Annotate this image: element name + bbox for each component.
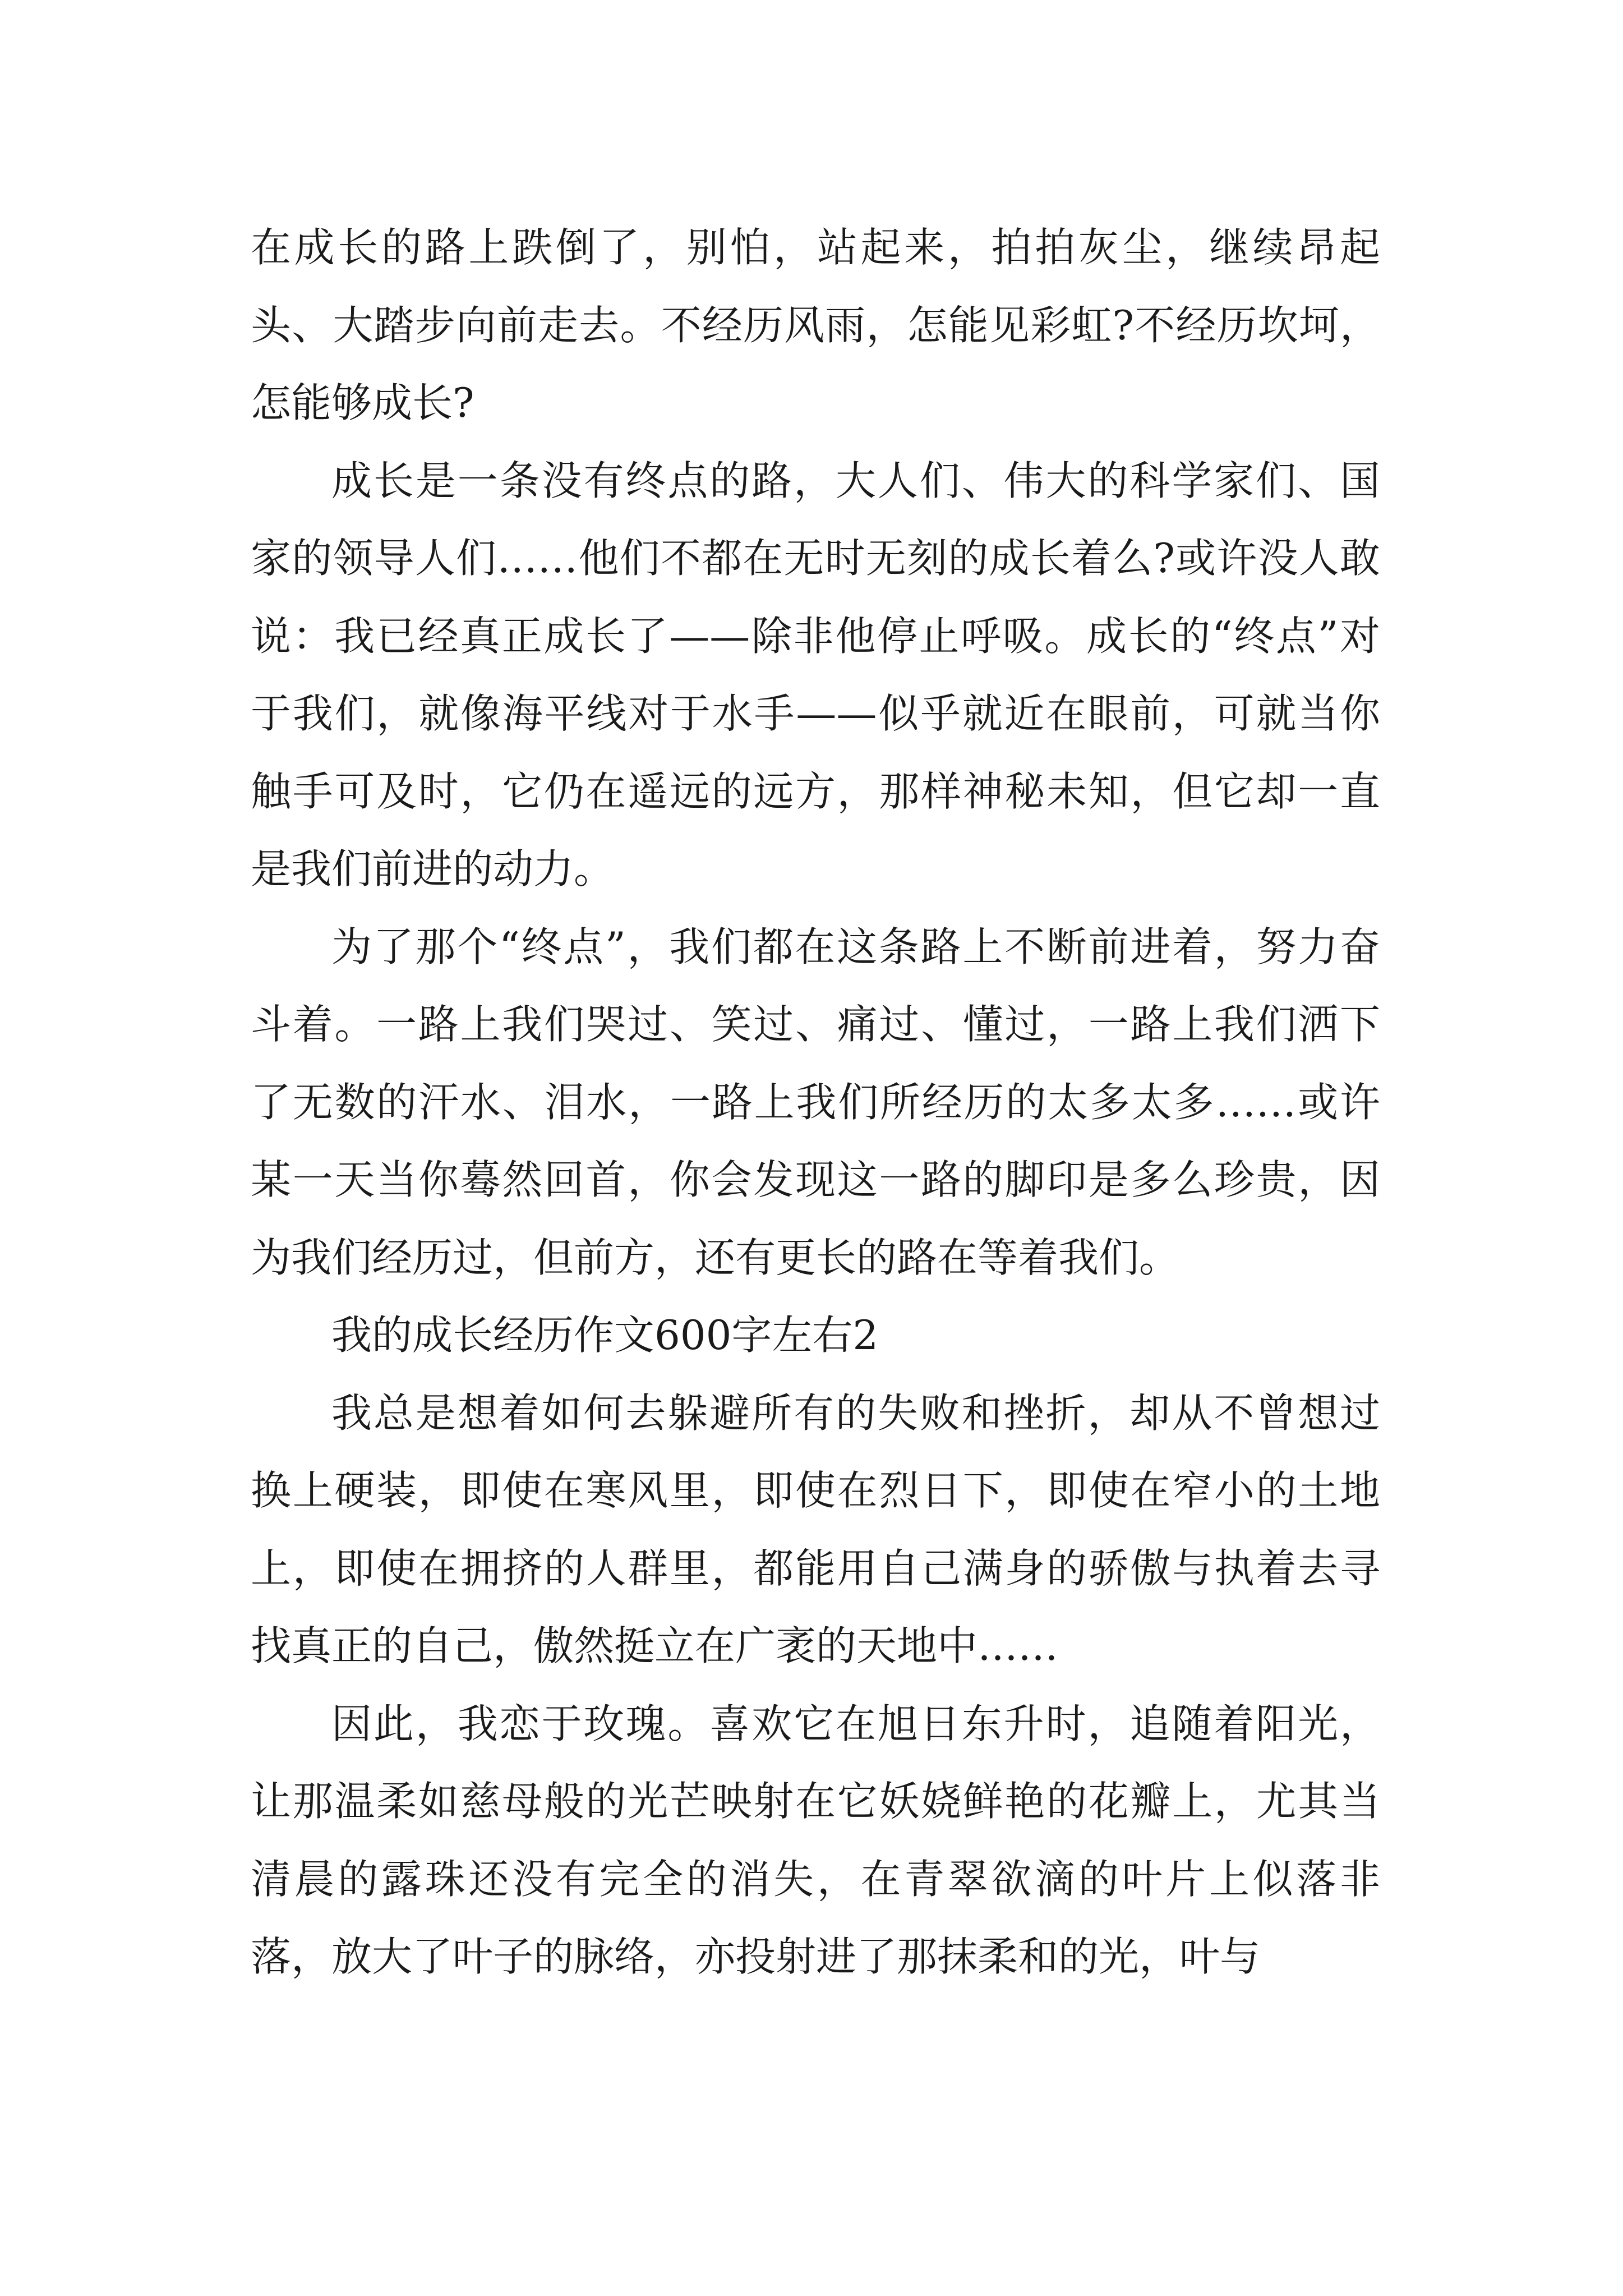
paragraph-1: 在成长的路上跌倒了，别怕，站起来，拍拍灰尘，继续昂起头、大踏步向前走去。不经历风雨，怎能见彩虹?不经历坎坷，怎能够成长? (251, 224, 1380, 426)
paragraph-3: 为了那个“终点”，我们都在这条路上不断前进着，努力奋斗着。一路上我们哭过、笑过、痛过、懂过，一路上我们洒下了无数的汗水、泪水，一路上我们所经历的太多太多……或许某一天当你蓦然回首，你会发现这一路的脚印是多么珍贵，因为我们经历过，但前方，还有更长的路在等着我们。 (251, 923, 1380, 1281)
document-body (251, 209, 1380, 1996)
paragraph-4: 我总是想着如何去躲避所有的失败和挫折，却从不曾想过换上硬装，即使在寒风里，即使在烈日下，即使在窄小的土地上，即使在拥挤的人群里，都能用自己满身的骄傲与执着去寻找真正的自己，傲然挺立在广袤的天地中…… (251, 1389, 1380, 1669)
essay-title-2: 我的成长经历作文600字左右2 (331, 1312, 879, 1359)
paragraph-5: 因此，我恋于玫瑰。喜欢它在旭日东升时，追随着阳光，让那温柔如慈母般的光芒映射在它妖娆鲜艳的花瓣上，尤其当清晨的露珠还没有完全的消失，在青翠欲滴的叶片上似落非落，放大了叶子的脉络，亦投射进了那抹柔和的光，叶与 (251, 1700, 1380, 1980)
paragraph-2: 成长是一条没有终点的路，大人们、伟大的科学家们、国家的领导人们……他们不都在无时无刻的成长着么?或许没人敢说：我已经真正成长了——除非他停止呼吸。成长的“终点”对于我们，就像海平线对于水手——似乎就近在眼前，可就当你触手可及时，它仍在遥远的远方，那样神秘未知，但它却一直是我们前进的动力。 (251, 457, 1380, 892)
